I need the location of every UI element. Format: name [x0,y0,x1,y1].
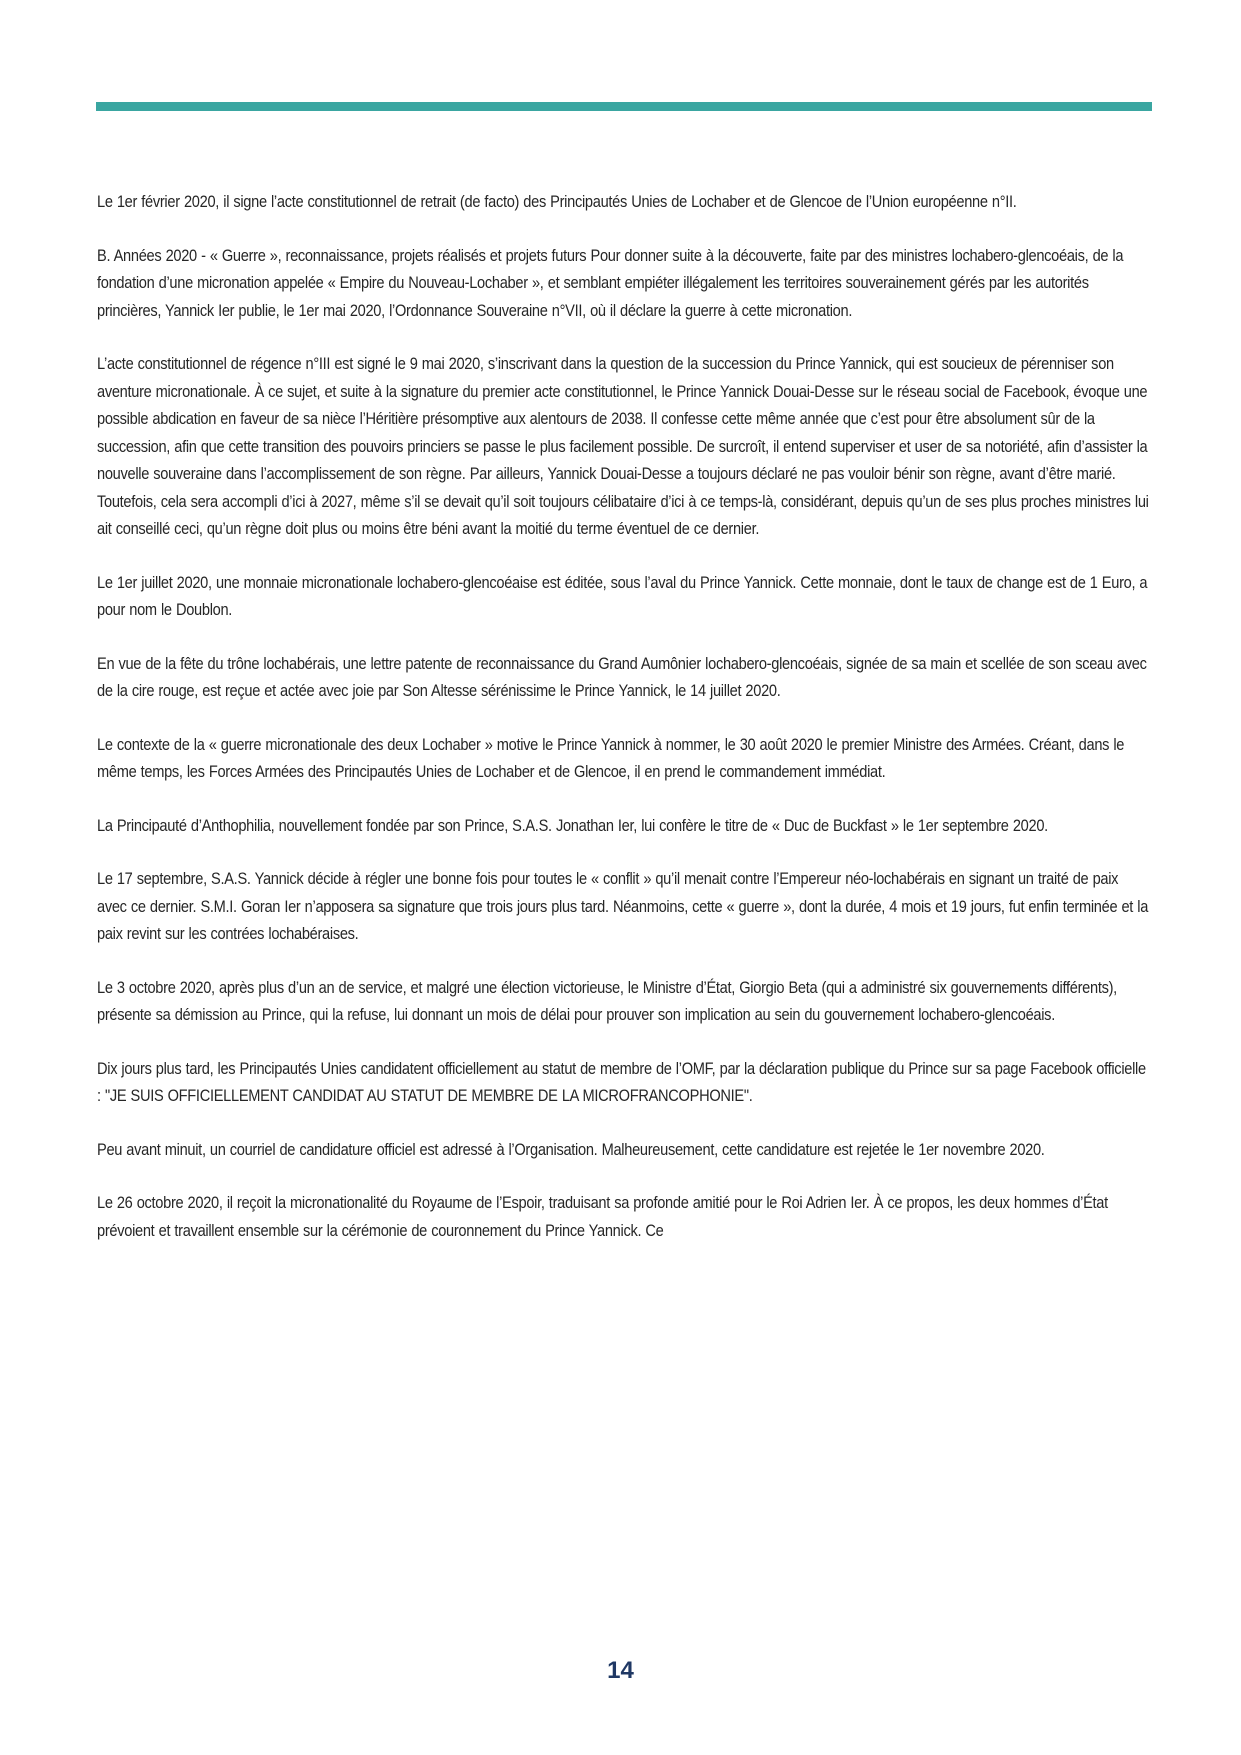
paragraph: En vue de la fête du trône lochabérais, une lettre patente de reconnaissance du Grand Aumônier lochabero-glencoéais, signée de sa main et scellée de son sceau avec de la cire rouge, est reçue et actée avec joie par Son Altesse sérénissime le Prince Yannick, le 14 juillet 2020. [97,653,1147,700]
paragraph: Le 1er février 2020, il signe l’acte constitutionnel de retrait (de facto) des Principautés Unies de Lochaber et de Glencoe de l’Union européenne n°II. [97,192,1017,211]
paragraph: Le 1er juillet 2020, une monnaie micronationale lochabero-glencoéaise est éditée, sous l’aval du Prince Yannick. Cette monnaie, dont le taux de change est de 1 Euro, a pour nom le Doublon. [97,572,1148,619]
header-rule [96,102,1152,111]
paragraph: B. Années 2020 - « Guerre », reconnaissance, projets réalisés et projets futurs Pour donner suite à la découverte, faite par des ministres lochabero-glencoéais, de la fondation d’une micronation appelée « Empire du Nouveau-Lochaber », et semblant empiéter illégalement les territoires souverainement gérés par les autorités princières, Yannick Ier publie, le 1er mai 2020, l’Ordonnance Souveraine n°VII, où il déclare la guerre à cette micronation. [97,245,1124,320]
paragraph: Dix jours plus tard, les Principautés Unies candidatent officiellement au statut de membre de l’OMF, par la déclaration publique du Prince sur sa page Facebook officielle : "JE SUIS OFFICIELLEMENT CANDIDAT AU STATUT DE MEMBRE DE LA MICROFRANCOPHONIE". [97,1058,1146,1105]
document-body [97,188,1152,1270]
paragraph: L’acte constitutionnel de régence n°III est signé le 9 mai 2020, s’inscrivant dans la question de la succession du Prince Yannick, qui est soucieux de pérenniser son aventure micronationale. À ce sujet, et suite à la signature du premier acte constitutionnel, le Prince Yannick Douai-Desse sur le réseau social de Facebook, évoque une possible abdication en faveur de sa nièce l’Héritière présomptive aux alentours de 2038. Il confesse cette même année que c’est pour être absolument sûr de la succession, afin que cette transition des pouvoirs princiers se passe le plus facilement possible. De surcroît, il entend superviser et user de sa notoriété, afin d’assister la nouvelle souveraine dans l’accomplissement de son règne. Par ailleurs, Yannick Douai-Desse a toujours déclaré ne pas vouloir bénir son règne, avant d’être marié. Toutefois, cela sera accompli d’ici à 2027, même s’il se devait qu’il soit toujours célibataire d’ici à ce temps-là, considérant, depuis qu’un de ses plus proches ministres lui ait conseillé ceci, qu’un règne doit plus ou moins être béni avant la moitié du terme éventuel de ce dernier. [97,354,1149,538]
paragraph: Le 17 septembre, S.A.S. Yannick décide à régler une bonne fois pour toutes le « conflit » qu’il menait contre l’Empereur néo-lochabérais en signant un traité de paix avec ce dernier. S.M.I. Goran Ier n’apposera sa signature que trois jours plus tard. Néanmoins, cette « guerre », dont la durée, 4 mois et 19 jours, fut enfin terminée et la paix revint sur les contrées lochabéraises. [97,869,1149,943]
paragraph: Le 26 octobre 2020, il reçoit la micronationalité du Royaume de l’Espoir, traduisant sa profonde amitié pour le Roi Adrien Ier. À ce propos, les deux hommes d’État prévoient et travaillent ensemble sur la cérémonie de couronnement du Prince Yannick. Ce [97,1193,1108,1240]
paragraph: La Principauté d’Anthophilia, nouvellement fondée par son Prince, S.A.S. Jonathan Ier, lui confère le titre de « Duc de Buckfast » le 1er septembre 2020. [97,815,1048,835]
page-number: 14 [607,1657,634,1684]
paragraph: Le 3 octobre 2020, après plus d’un an de service, et malgré une élection victorieuse, le Ministre d’État, Giorgio Beta (qui a administré six gouvernements différents), présente sa démission au Prince, qui la refuse, lui donnant un mois de délai pour prouver son implication au sein du gouvernement lochabero-glencoéais. [97,977,1117,1024]
paragraph: Peu avant minuit, un courriel de candidature officiel est adressé à l’Organisation. Malheureusement, cette candidature est rejetée le 1er novembre 2020. [97,1139,1045,1159]
paragraph: Le contexte de la « guerre micronationale des deux Lochaber » motive le Prince Yannick à nommer, le 30 août 2020 le premier Ministre des Armées. Créant, dans le même temps, les Forces Armées des Principautés Unies de Lochaber et de Glencoe, il en prend le commandement immédiat. [97,734,1125,781]
